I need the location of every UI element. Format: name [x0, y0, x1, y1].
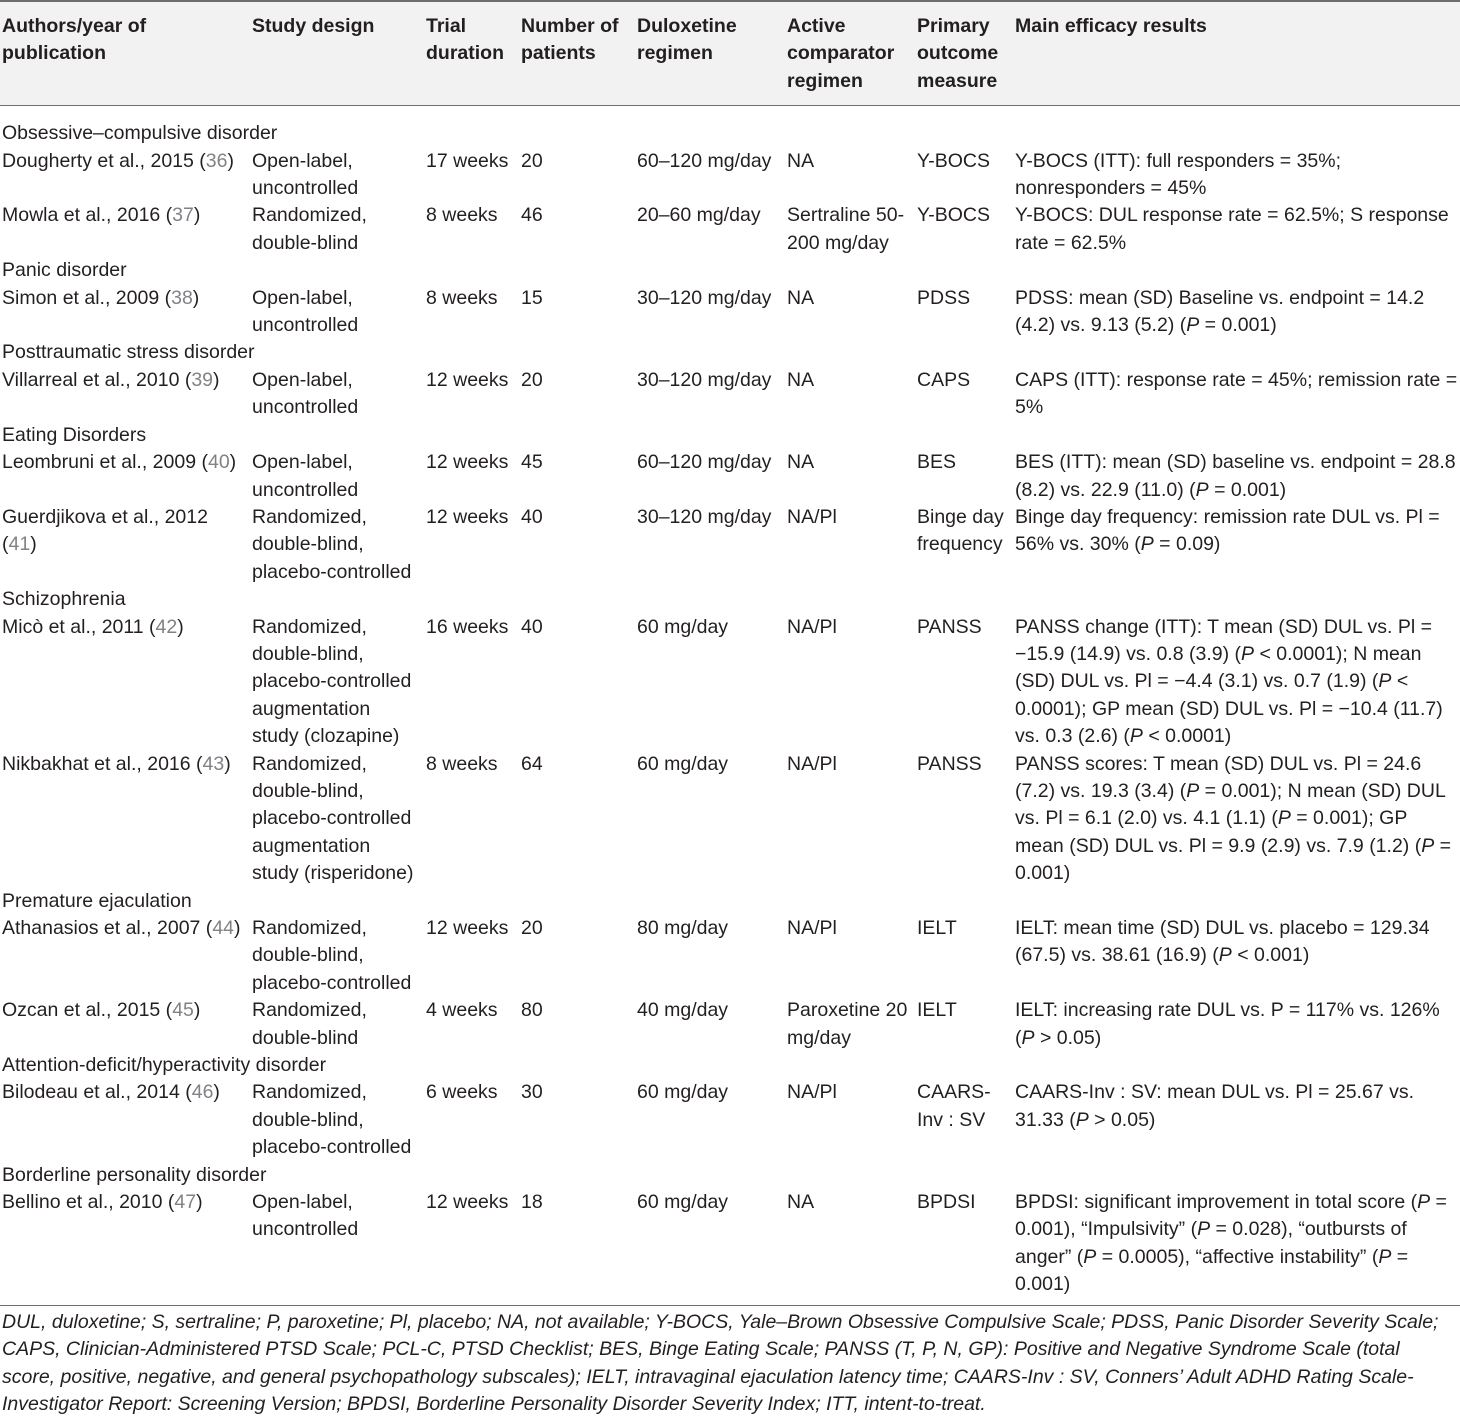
section-row — [0, 257, 1460, 284]
comparator-cell: NA/Pl — [787, 917, 837, 939]
table-footnote: DUL, duloxetine; S, sertraline; P, paroxetine; Pl, placebo; NA, not available; Y-BOCS, Yale–Brown Obsessive Compulsive Scale; PDSS, Panic Disorder Severity Scale; CAPS, Clinician-Administered PTSD Scale; PCL-C, PTSD Checklist; BES, Binge Eating Scale; PANSS (T, P, N, GP): Positive and Negative Syndrome Scale (total score, positive, negative, and general psychopathology subscales); IELT, intravaginal ejaculation latency time; CAARS-Inv : SV, Conners’ Adult ADHD Rating Scale-Investigator Report: Screening Version; BPDSI, Borderline Personality Disorder Severity Index; ITT, intent-to-treat. — [0, 1305, 1460, 1419]
comparator-cell: NA — [787, 286, 815, 309]
table-row — [0, 367, 1460, 422]
duration-cell: 12 weeks — [426, 505, 509, 528]
reference-link[interactable]: 47 — [174, 1191, 197, 1214]
regimen-cell: 60 mg/day — [637, 1081, 729, 1104]
results-cell: PDSS: mean (SD) Baseline vs. endpoint = 14.2 (4.2) vs. 9.13 (5.2) (P = 0.001) — [1015, 286, 1425, 337]
author-text: Villarreal et al., 2010 ( — [2, 368, 192, 391]
study-design-cell: Randomized, double-blind, placebo-controlled augmentation study (clozapine) — [252, 615, 412, 748]
author-text: Mowla et al., 2016 ( — [2, 204, 173, 227]
reference-link[interactable]: 42 — [155, 615, 178, 638]
header-results: Main efficacy results — [1013, 1, 1460, 106]
author-text-close: ) — [224, 752, 231, 775]
author-cell — [0, 997, 250, 1052]
author-text-close: ) — [30, 533, 37, 556]
author-cell — [0, 202, 250, 257]
study-design-cell: Open-label, uncontrolled — [252, 149, 359, 200]
section-label: Borderline personality disorder — [2, 1163, 267, 1186]
author-text: Dougherty et al., 2015 ( — [2, 149, 206, 172]
table-body — [0, 106, 1460, 1305]
table-header — [0, 1, 1460, 106]
regimen-cell: 60 mg/day — [637, 615, 729, 638]
table-row — [0, 997, 1460, 1052]
header-authors: Authors/year of publication — [0, 1, 250, 106]
author-cell — [0, 614, 250, 751]
regimen-cell: 60 mg/day — [637, 752, 729, 775]
outcome-cell: BPDSI — [917, 1191, 976, 1214]
comparator-cell: NA — [787, 368, 815, 391]
regimen-cell: 30–120 mg/day — [637, 286, 772, 309]
results-cell: BPDSI: significant improvement in total score (P = 0.001), “Impulsivity” (P = 0.028), “outbursts of anger” (P = 0.0005), “affective instability” (P = 0.001) — [1015, 1191, 1447, 1296]
outcome-cell: Y-BOCS — [917, 149, 990, 172]
results-cell: IELT: mean time (SD) DUL vs. placebo = 129.34 (67.5) vs. 38.61 (16.9) (P < 0.001) — [1015, 917, 1430, 967]
outcome-cell: IELT — [917, 999, 957, 1022]
patients-cell: 20 — [521, 917, 543, 939]
comparator-cell: NA — [787, 1191, 815, 1214]
author-text-close: ) — [213, 368, 220, 391]
author-text: Micò et al., 2011 ( — [2, 615, 156, 638]
duration-cell: 12 weeks — [426, 368, 509, 391]
reference-link[interactable]: 39 — [191, 368, 214, 391]
author-text-close: ) — [227, 149, 234, 172]
duration-cell: 6 weeks — [426, 1081, 498, 1104]
table-row — [0, 449, 1460, 504]
comparator-cell: Sertraline 50-200 mg/day — [787, 204, 905, 254]
study-design-cell: Open-label, uncontrolled — [252, 1191, 359, 1241]
header-outcome: Primary outcome measure — [915, 1, 1013, 106]
author-cell — [0, 449, 250, 504]
outcome-cell: BES — [917, 451, 957, 474]
section-label: Panic disorder — [2, 259, 127, 282]
table-row — [0, 1079, 1460, 1161]
section-row — [0, 888, 1460, 915]
patients-cell: 45 — [521, 451, 543, 474]
reference-link[interactable]: 43 — [202, 752, 225, 775]
duration-cell: 12 weeks — [426, 917, 509, 939]
author-text: Bilodeau et al., 2014 ( — [2, 1081, 192, 1104]
regimen-cell: 30–120 mg/day — [637, 505, 772, 528]
study-design-cell: Randomized, double-blind, placebo-controlled augmentation study (risperidone) — [252, 752, 414, 885]
duration-cell: 16 weeks — [426, 615, 509, 638]
results-cell: Binge day frequency: remission rate DUL vs. Pl = 56% vs. 30% (P = 0.09) — [1015, 505, 1440, 556]
author-text-close: ) — [196, 1191, 203, 1214]
patients-cell: 80 — [521, 999, 543, 1022]
regimen-cell: 60 mg/day — [637, 1191, 729, 1214]
outcome-cell: PANSS — [917, 615, 982, 638]
reference-link[interactable]: 36 — [205, 149, 228, 172]
comparator-cell: NA — [787, 451, 815, 474]
outcome-cell: Y-BOCS — [917, 204, 990, 227]
results-cell: Y-BOCS (ITT): full responders = 35%; nonresponders = 45% — [1015, 149, 1342, 200]
duration-cell: 8 weeks — [426, 752, 498, 775]
section-row — [0, 586, 1460, 613]
reference-link[interactable]: 38 — [171, 286, 193, 309]
reference-link[interactable]: 45 — [172, 999, 194, 1022]
results-cell: Y-BOCS: DUL response rate = 62.5%; S response rate = 62.5% — [1015, 204, 1449, 254]
author-text: Athanasios et al., 2007 ( — [2, 917, 213, 939]
section-label: Schizophrenia — [2, 588, 126, 611]
comparator-cell: Paroxetine 20 mg/day — [787, 999, 908, 1049]
results-cell: PANSS scores: T mean (SD) DUL vs. Pl = 24.6 (7.2) vs. 19.3 (3.4) (P = 0.001); N mean (SD) DUL vs. Pl = 6.1 (2.0) vs. 4.1 (1.1) (P = 0.001); GP mean (SD) DUL vs. Pl = 9.9 (2.9) vs. 7.9 (1.2) (P = 0.001) — [1015, 752, 1452, 885]
section-row — [0, 106, 1460, 148]
patients-cell: 40 — [521, 615, 543, 638]
patients-cell: 18 — [521, 1191, 543, 1214]
study-design-cell: Randomized, double-blind, placebo-controlled — [252, 1081, 412, 1159]
results-cell: CAARS-Inv : SV: mean DUL vs. Pl = 25.67 vs. 31.33 (P > 0.05) — [1015, 1081, 1414, 1131]
author-text-close: ) — [193, 204, 201, 227]
author-text: Nikbakhat et al., 2016 ( — [2, 752, 203, 775]
reference-link[interactable]: 37 — [172, 204, 194, 227]
author-cell — [0, 1079, 250, 1161]
section-label: Obsessive–compulsive disorder — [2, 122, 278, 145]
regimen-cell: 80 mg/day — [637, 917, 729, 939]
table-row — [0, 751, 1460, 888]
author-text: Leombruni et al., 2009 ( — [2, 451, 208, 474]
study-design-cell: Randomized, double-blind — [252, 999, 367, 1049]
author-cell — [0, 751, 250, 888]
table-row — [0, 148, 1460, 203]
patients-cell: 64 — [521, 752, 543, 775]
outcome-cell: IELT — [917, 917, 957, 939]
header-comparator: Active comparator regimen — [785, 1, 915, 106]
results-cell: BES (ITT): mean (SD) baseline vs. endpoint = 28.8 (8.2) vs. 22.9 (11.0) (P = 0.001) — [1015, 451, 1456, 501]
author-cell — [0, 915, 250, 997]
reference-link[interactable]: 40 — [207, 451, 230, 474]
patients-cell: 30 — [521, 1081, 543, 1104]
reference-link[interactable]: 46 — [191, 1081, 214, 1104]
section-row — [0, 1052, 1460, 1079]
section-label: Posttraumatic stress disorder — [2, 341, 255, 364]
reference-link[interactable]: 44 — [212, 917, 235, 939]
study-design-cell: Open-label, uncontrolled — [252, 451, 359, 501]
section-row — [0, 422, 1460, 449]
regimen-cell: 60–120 mg/day — [637, 149, 772, 172]
section-row — [0, 1162, 1460, 1189]
author-text: Bellino et al., 2010 ( — [2, 1191, 175, 1214]
header-regimen: Duloxetine regimen — [635, 1, 785, 106]
study-design-cell: Randomized, double-blind, placebo-controlled — [252, 505, 412, 583]
author-text-close: ) — [234, 917, 241, 939]
regimen-cell: 60–120 mg/day — [637, 451, 772, 474]
author-cell — [0, 367, 250, 422]
table-row — [0, 915, 1460, 997]
study-design-cell: Randomized, double-blind, placebo-controlled — [252, 917, 412, 994]
duration-cell: 12 weeks — [426, 1191, 509, 1214]
regimen-cell: 30–120 mg/day — [637, 368, 772, 391]
table-row — [0, 1189, 1460, 1305]
author-text: Simon et al., 2009 ( — [2, 286, 172, 309]
author-text-close: ) — [229, 451, 237, 474]
comparator-cell: NA/Pl — [787, 615, 837, 638]
author-text: Ozcan et al., 2015 ( — [2, 999, 173, 1022]
table-row — [0, 202, 1460, 257]
patients-cell: 40 — [521, 505, 543, 528]
table-row — [0, 285, 1460, 340]
patients-cell: 15 — [521, 286, 543, 309]
results-cell: IELT: increasing rate DUL vs. P = 117% vs. 126% (P > 0.05) — [1015, 999, 1440, 1049]
study-design-cell: Open-label, uncontrolled — [252, 286, 359, 337]
author-cell — [0, 1189, 250, 1305]
section-label: Premature ejaculation — [2, 889, 192, 912]
patients-cell: 20 — [521, 149, 543, 172]
author-cell — [0, 285, 250, 340]
header-duration: Trial duration — [424, 1, 519, 106]
comparator-cell: NA/Pl — [787, 505, 837, 528]
header-design: Study design — [250, 1, 424, 106]
patients-cell: 20 — [521, 368, 543, 391]
study-design-cell: Open-label, uncontrolled — [252, 368, 359, 419]
author-text-close: ) — [213, 1081, 220, 1104]
table-row — [0, 614, 1460, 751]
study-design-cell: Randomized, double-blind — [252, 204, 367, 254]
patients-cell: 46 — [521, 204, 543, 227]
author-text: Guerdjikova et al., 2012 ( — [2, 505, 208, 556]
duration-cell: 12 weeks — [426, 451, 509, 474]
duration-cell: 4 weeks — [426, 999, 498, 1022]
author-text-close: ) — [192, 286, 200, 309]
results-cell: CAPS (ITT): response rate = 45%; remission rate = 5% — [1015, 368, 1458, 419]
regimen-cell: 40 mg/day — [637, 999, 729, 1022]
regimen-cell: 20–60 mg/day — [637, 204, 761, 227]
comparator-cell: NA/Pl — [787, 752, 837, 775]
author-text-close: ) — [177, 615, 184, 638]
outcome-cell: CAPS — [917, 368, 971, 391]
author-cell — [0, 148, 250, 203]
duration-cell: 17 weeks — [426, 149, 509, 172]
section-label: Attention-deficit/hyperactivity disorder — [2, 1054, 327, 1077]
outcome-cell: PDSS — [917, 286, 971, 309]
section-row — [0, 339, 1460, 366]
comparator-cell: NA/Pl — [787, 1081, 837, 1104]
header-patients: Number of patients — [519, 1, 635, 106]
section-label: Eating Disorders — [2, 423, 147, 446]
outcome-cell: PANSS — [917, 752, 982, 775]
reference-link[interactable]: 41 — [8, 533, 31, 556]
duration-cell: 8 weeks — [426, 204, 498, 227]
table-row — [0, 504, 1460, 586]
duration-cell: 8 weeks — [426, 286, 498, 309]
results-cell: PANSS change (ITT): T mean (SD) DUL vs. Pl = −15.9 (14.9) vs. 0.8 (3.9) (P < 0.0001); N mean (SD) DUL vs. Pl = −4.4 (3.1) vs. 0.7 (1.9) (P < 0.0001); GP mean (SD) DUL vs. Pl = −10.4 (11.7) vs. 0.3 (2.6) (P < 0.0001) — [1015, 615, 1443, 748]
outcome-cell: CAARS-Inv : SV — [917, 1081, 991, 1131]
author-cell — [0, 504, 250, 586]
outcome-cell: Binge day frequency — [917, 505, 1004, 556]
comparator-cell: NA — [787, 149, 815, 172]
author-text-close: ) — [193, 999, 201, 1022]
